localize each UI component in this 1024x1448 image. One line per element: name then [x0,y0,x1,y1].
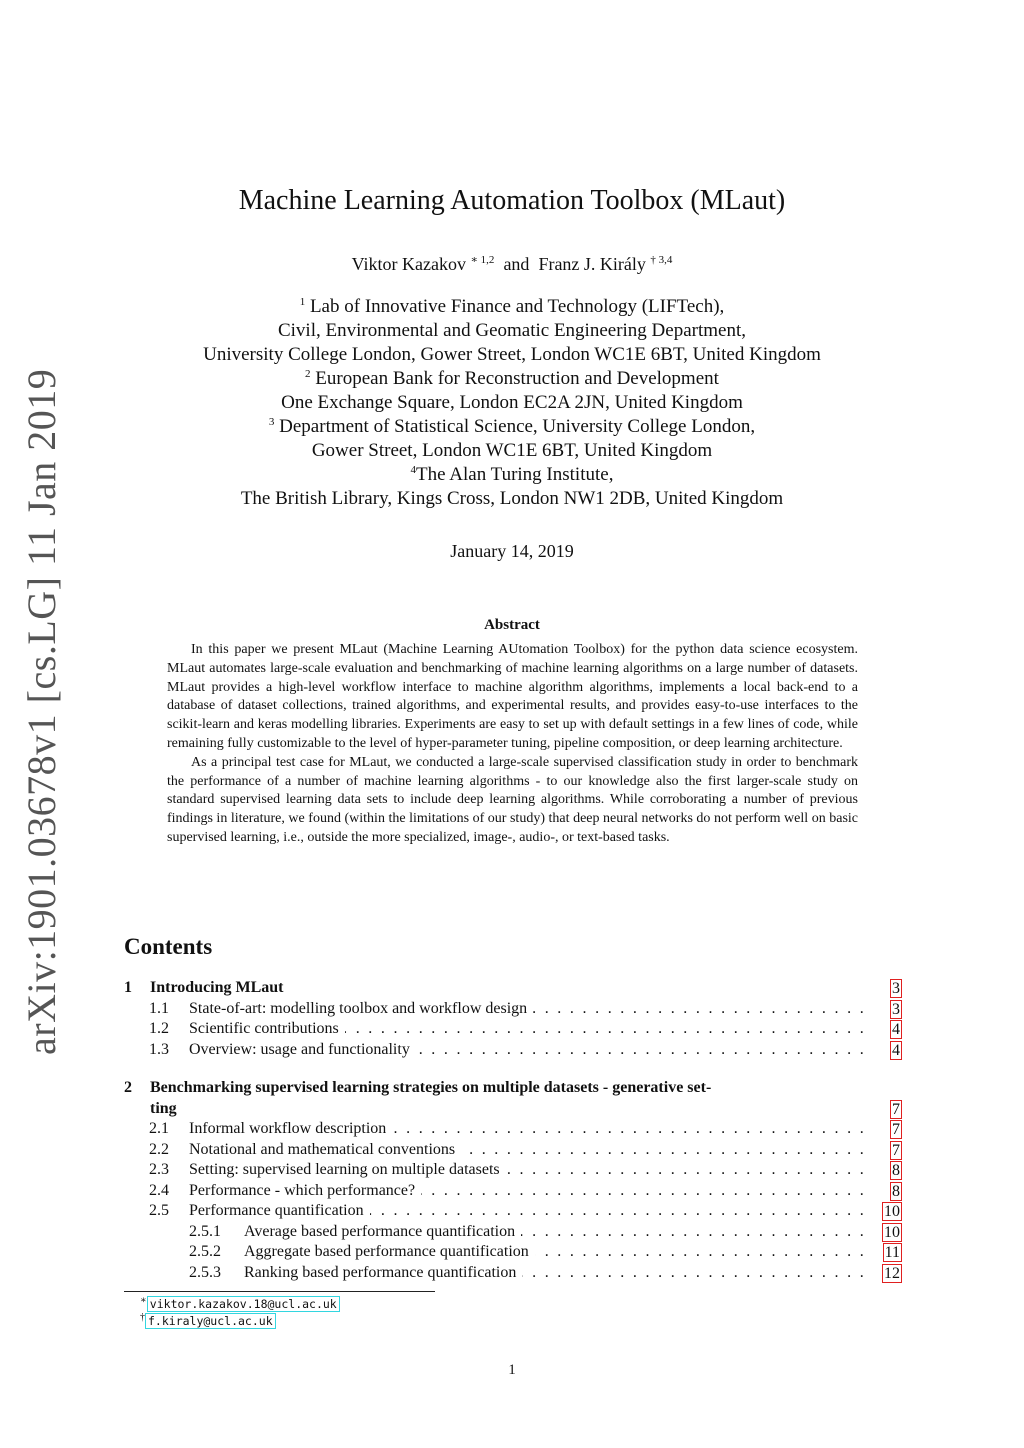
toc-title: Notational and mathematical conventions [189,1141,461,1158]
arxiv-stamp: arXiv:1901.03678v1 [cs.LG] 11 Jan 2019 [19,368,64,1055]
affiliation-number: 4 [410,464,417,476]
affiliation-line [0,439,1024,463]
toc-label [189,1201,866,1222]
toc-page-link[interactable]: 12 [884,1264,900,1282]
affiliation-line [0,343,1024,367]
toc-title: State-of-art: modelling toolbox and workflow design [189,1000,533,1017]
toc-title-continued: ting [150,1099,177,1117]
toc-title: Setting: supervised learning on multiple datasets [189,1161,506,1178]
toc-title: Performance quantification [189,1202,370,1219]
toc-number: 2.1 [149,1120,169,1137]
affiliation-text: Civil, Environmental and Geomatic Engineering Department, [277,320,746,341]
toc-page-link[interactable]: 7 [892,1141,900,1159]
abstract-paragraph: In this paper we present MLaut (Machine Learning AUtomation Toolbox) for the python data science ecosystem. MLaut automates large-scale evaluation and benchmarking of machine learning algorithms on a large number of datasets. MLaut provides a high-level workflow interface to machine algorithm algorithms, implements a local back-end to a database of dataset collections, trained algorithms, and experimental results, and provides easy-to-use interfaces to the scikit-learn and keras modelling libraries. Experiments are easy to set up with default settings in a few lines of code, while remaining fully customizable to the level of hyper-parameter tuning, pipeline composition, or deep learning architecture. [167,642,858,751]
paper-title: Machine Learning Automation Toolbox (MLaut) [238,185,786,216]
toc-title: Ranking based performance quantification [244,1264,522,1281]
affiliation-line [0,487,1024,511]
affiliation-text: University College London, Gower Street, London WC1E 6BT, United Kingdom [203,344,821,365]
toc-entry[interactable] [124,1119,904,1140]
author-line [0,254,1024,275]
toc-page-link[interactable]: 10 [884,1203,900,1220]
author-name: Viktor Kazakov [351,254,466,274]
toc-number: 1 [124,979,132,996]
toc-page-link[interactable]: 11 [884,1244,900,1261]
affiliations [0,295,1024,511]
toc-label [150,978,866,999]
affiliation-number: 3 [268,416,275,428]
toc-label [189,1019,866,1040]
toc-title: Overview: usage and functionality [189,1041,416,1058]
toc-number: 2 [124,1079,132,1096]
affiliation-text: One Exchange Square, London EC2A 2JN, United Kingdom [281,392,743,413]
toc-section-1 [124,978,904,1060]
page-number: 1 [508,1362,516,1378]
toc-page-link[interactable]: 8 [892,1182,900,1200]
toc-number: 1.1 [149,999,169,1017]
author-marks: ∗ 1,2 [470,254,495,266]
footnotes [140,1296,340,1330]
toc-entry[interactable] [124,1242,904,1263]
author-marks: † 3,4 [650,254,673,266]
paper-date: January 14, 2019 [450,541,574,561]
abstract-heading: Abstract [484,617,540,633]
footnote-mark: ∗ [140,1295,147,1306]
affiliation-line [0,295,1024,319]
toc-label [189,1181,866,1202]
toc-label [244,1263,866,1284]
toc-title: Introducing MLaut [150,979,290,996]
affiliation-text: The Alan Turing Institute, [416,464,614,485]
toc-entry[interactable] [124,1160,904,1181]
email-link[interactable]: f.kiraly@ucl.ac.uk [145,1313,276,1329]
affiliation-text: Lab of Innovative Finance and Technology (LIFTech), [309,296,725,317]
author-joiner: and [503,254,530,274]
footnote [140,1313,340,1330]
toc-label [189,1160,866,1181]
affiliation-line [0,391,1024,415]
toc-number: 2.5.3 [189,1263,221,1281]
footnote [140,1296,340,1313]
author-name: Franz J. Király [538,254,646,274]
toc-page-link[interactable]: 3 [892,980,900,997]
toc-page-link[interactable]: 3 [892,1000,900,1018]
toc-entry[interactable] [124,1040,904,1061]
toc-page-link[interactable]: 4 [892,1021,900,1038]
toc-title: Performance - which performance? [189,1182,421,1199]
toc-page-link[interactable]: 4 [892,1041,900,1059]
table-of-contents [124,978,904,1301]
toc-label [244,1222,866,1243]
toc-number: 2.5.1 [189,1222,221,1240]
toc-section-2 [124,1078,904,1283]
affiliation-text: Gower Street, London WC1E 6BT, United Kingdom [311,440,713,461]
affiliation-line [0,367,1024,391]
toc-number: 2.3 [149,1161,169,1178]
toc-entry[interactable] [124,1078,904,1119]
toc-label [189,1140,866,1161]
toc-entry[interactable] [124,1019,904,1040]
toc-label [189,999,866,1020]
toc-number: 1.3 [149,1040,169,1058]
toc-entry[interactable] [124,1181,904,1202]
affiliation-number: 2 [305,368,311,380]
affiliation-number: 1 [299,296,306,308]
toc-page-link[interactable]: 7 [892,1100,900,1118]
footnote-mark: † [140,1312,145,1323]
toc-page-link[interactable]: 7 [892,1121,900,1138]
abstract-paragraph: As a principal test case for MLaut, we conducted a large-scale supervised classification study in order to benchmark the performance of a number of machine learning algorithms - to our knowledge also the first larger-scale study on standard supervised learning data sets to include deep learning algorithms. While corroborating a number of previous findings in literature, we found (within the limitations of our study) that deep neural networks do not perform well on basic supervised learning, i.e., outside the more specialized, image-, audio-, or text-based tasks. [167,754,858,845]
toc-title: Aggregate based performance quantification [244,1243,535,1260]
toc-label [189,1119,866,1140]
affiliation-text: The British Library, Kings Cross, London NW1 2DB, United Kingdom [240,488,784,509]
toc-entry[interactable] [124,1222,904,1243]
toc-number: 2.4 [149,1181,169,1199]
toc-label [244,1242,866,1263]
toc-number: 2.2 [149,1140,169,1158]
toc-number: 2.5.2 [189,1243,221,1260]
toc-number: 2.5 [149,1202,169,1219]
toc-title: Average based performance quantification [244,1223,521,1240]
toc-entry[interactable] [124,999,904,1020]
toc-title: Informal workflow description [189,1120,392,1137]
footnote-rule [124,1291,435,1292]
toc-label [189,1040,866,1061]
toc-entry[interactable] [124,1140,904,1161]
toc-title: Benchmarking supervised learning strategies on multiple datasets - generative set- [150,1079,712,1096]
email-link[interactable]: viktor.kazakov.18@ucl.ac.uk [147,1296,340,1312]
affiliation-line [0,415,1024,439]
toc-title: Scientific contributions [189,1020,345,1037]
toc-entry[interactable] [124,978,904,999]
toc-entry[interactable] [124,1263,904,1284]
toc-page-link[interactable]: 8 [892,1162,900,1179]
contents-heading: Contents [124,934,213,959]
affiliation-text: Department of Statistical Science, University College London, [279,416,756,437]
toc-number: 1.2 [149,1020,169,1037]
affiliation-text: European Bank for Reconstruction and Development [315,368,719,389]
affiliation-line [0,463,1024,487]
toc-entry[interactable] [124,1201,904,1222]
toc-page-link[interactable]: 10 [884,1223,900,1241]
affiliation-line [0,319,1024,343]
abstract-body [167,641,858,848]
